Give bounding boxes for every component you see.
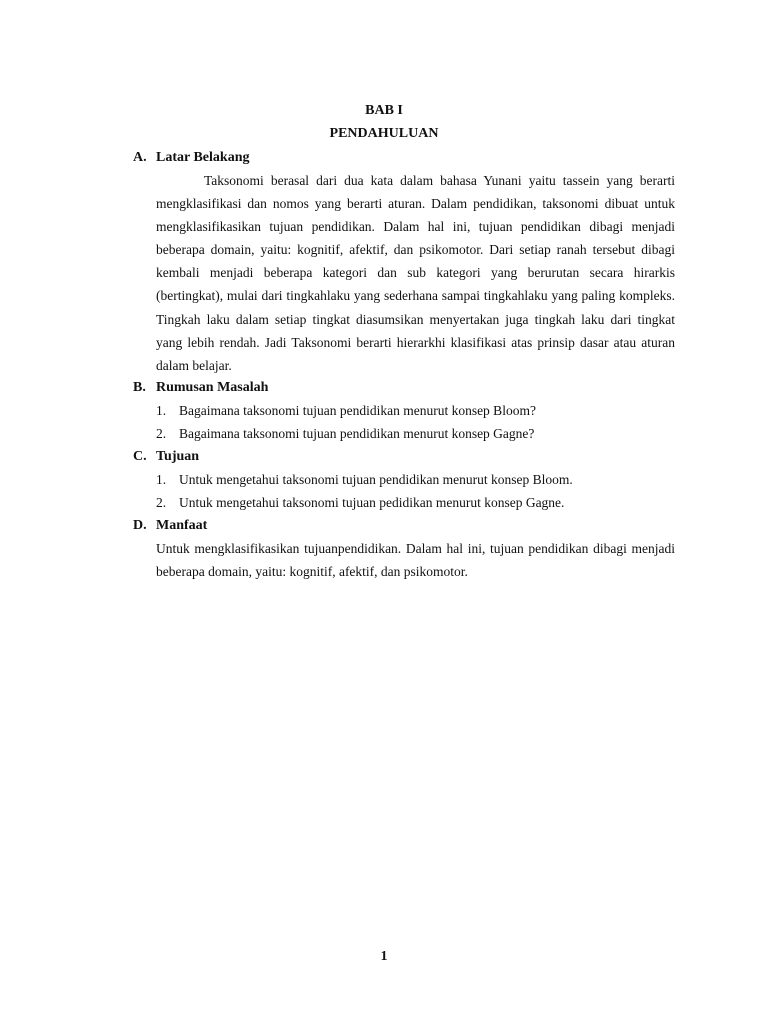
benefit-paragraph: Untuk mengklasifikasikan tujuanpendidikan. Dalam hal ini, tujuan pendidikan dibagi menjadi beberapa domain, yaitu: kognitif, afektif, dan psikomotor.	[156, 541, 675, 580]
page-number: 1	[380, 949, 388, 964]
section-title: Latar Belakang	[156, 150, 250, 165]
list-text: Bagaimana taksonomi tujuan pendidikan menurut konsep Bloom?	[179, 403, 536, 418]
list-item	[156, 425, 534, 443]
list-text: Bagaimana taksonomi tujuan pendidikan menurut konsep Gagne?	[179, 426, 535, 441]
background-paragraph: Taksonomi berasal dari dua kata dalam bahasa Yunani yaitu tassein yang berarti mengklasifikasi dan nomos yang berarti aturan. Dalam pendidikan, taksonomi dibuat untuk mengklasifikasikan tujuan pendidikan. Dalam hal ini, tujuan pendidikan dibagi menjadi beberapa domain, yaitu: kognitif, afektif, dan psikomotor. Dari setiap ranah tersebut dibagi kembali menjadi beberapa kategori dan sub kategori yang berurutan secara hirarkis (bertingkat), mulai dari tingkahlaku yang sederhana sampai tingkahlaku yang paling kompleks. Tingkah laku dalam setiap tingkat diasumsikan menyertakan juga tingkah laku dari tingkat yang lebih rendah. Jadi Taksonomi berarti hierarkhi klasifikasi atas prinsip dasar atau aturan dalam belajar.	[156, 173, 675, 373]
list-text: Untuk mengetahui taksonomi tujuan pendidikan menurut konsep Bloom.	[179, 472, 573, 487]
section-heading-tujuan	[133, 448, 199, 466]
section-heading-manfaat	[133, 517, 207, 535]
list-text: Untuk mengetahui taksonomi tujuan pedidikan menurut konsep Gagne.	[179, 495, 565, 510]
section-heading-rumusan-masalah	[133, 379, 268, 397]
list-number: 2.	[156, 495, 167, 510]
list-item	[156, 494, 564, 512]
list-item	[156, 471, 573, 489]
chapter-title: PENDAHULUAN	[329, 126, 439, 141]
section-title: Manfaat	[156, 518, 208, 533]
section-heading-latar-belakang	[133, 149, 249, 167]
section-title: Rumusan Masalah	[156, 380, 269, 395]
list-number: 1.	[156, 472, 167, 487]
list-number: 2.	[156, 426, 167, 441]
section-letter: D.	[133, 518, 147, 533]
section-letter: B.	[133, 380, 146, 395]
chapter-label: BAB I	[365, 103, 403, 118]
list-number: 1.	[156, 403, 167, 418]
section-letter: C.	[133, 449, 147, 464]
list-item	[156, 402, 536, 420]
section-letter: A.	[133, 150, 147, 165]
section-title: Tujuan	[156, 449, 200, 464]
